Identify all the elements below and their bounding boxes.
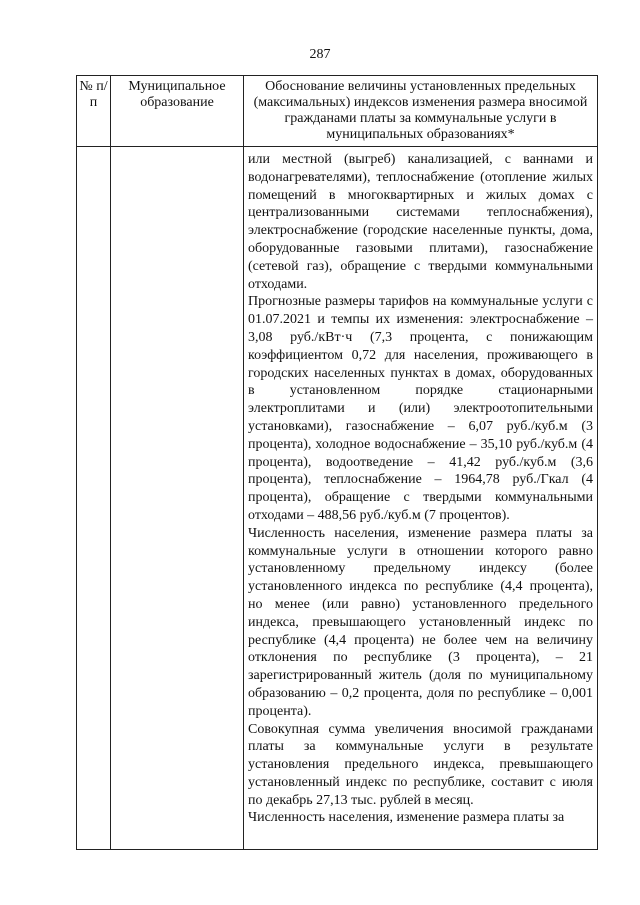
cell-municipality [111,147,244,850]
cell-justification [244,147,598,850]
header-justification: Обоснование величины установленных предельных (максимальных) индексов изменения размера вносимой гражданами платы за коммунальные услуги в муниципальных образованиях* [244,76,598,147]
justification-paragraph-1: или местной (выгреб) канализацией, с ваннами и водонагревателями), теплоснабжение (отопление жилых помещений в многоквартирных и жилых домах с централизованными системами теплоснабжения), электроснабжение (городские населенные пункты, дома, оборудованные газовыми плитами), газоснабжение (сетевой газ), обращение с твердыми коммунальными отходами. [248,152,593,292]
justification-paragraph-4: Совокупная сумма увеличения вносимой гражданами платы за коммунальные услуги в результате установления предельного индекса, превышающего установленный индекс по республике, составит с июля по декабрь 27,13 тыс. рублей в месяц. [248,721,593,808]
table-header-row [77,76,598,147]
header-municipality: Муниципальное образование [111,76,244,147]
justification-paragraph-2: Прогнозные размеры тарифов на коммунальные услуги с 01.07.2021 и темпы их изменения: электроснабжение – 3,08 руб./кВт·ч (7,3 процента, с понижающим коэффициентом 0,72 для населения, проживающего в городских населенных пунктах в домах, оборудованных в установленном порядке стационарными электроплитами и (или) электроотопительными установками), газоснабжение – 6,07 руб./куб.м (3 процента), холодное водоснабжение – 35,10 руб./куб.м (4 процента), водоотведение – 41,42 руб./куб.м (3,6 процента), теплоснабжение – 1964,78 руб./Гкал (4 процента), обращение с твердыми коммунальными отходами – 488,56 руб./куб.м (7 процентов). [248,294,593,523]
header-number: № п/п [77,76,111,147]
justification-paragraph-5: Численность населения, изменение размера платы за [248,810,565,826]
cell-number [77,147,111,850]
table-row [77,147,598,850]
justification-paragraph-3: Численность населения, изменение размера платы за коммунальные услуги в отношении которого равно установленному предельному индексу (более установленного индекса по республике (4,4 процента), но менее (или равно) установленного предельного индекса, превышающего установленный индекс по республике (4,4 процента) не более чем на величину отклонения по республике (3 процента), – 21 зарегистрированный житель (доля по муниципальному образованию – 0,2 процента, доля по республике – 0,001 процента). [248,525,593,719]
justification-table [76,75,598,850]
page-number: 287 [309,47,331,62]
